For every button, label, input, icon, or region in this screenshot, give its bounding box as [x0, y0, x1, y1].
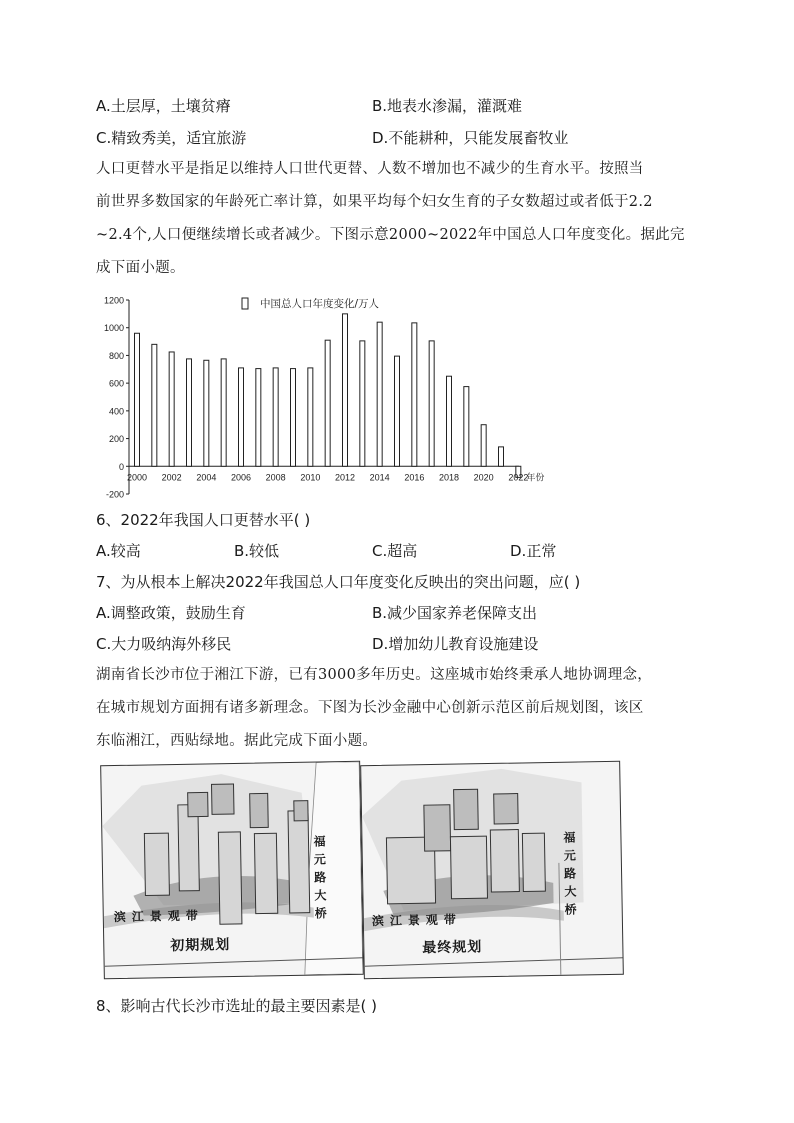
- bar: [221, 359, 226, 466]
- x-tick-label: 2006: [230, 472, 252, 483]
- x-tick-label: 2018: [438, 472, 460, 483]
- bar: [447, 376, 452, 466]
- passage1-line1: 人口更替水平是指足以维持人口世代更替、人数不增加也不减少的生育水平。按照当: [96, 161, 644, 177]
- y-tick-label: 800: [108, 350, 124, 361]
- q7-option-a: A.调整政策，鼓励生育: [96, 604, 246, 622]
- x-tick-label: 2016: [404, 472, 425, 483]
- q5-option-b: B.地表水渗漏，灌溉难: [372, 97, 523, 115]
- bar: [273, 368, 278, 466]
- initial-plan-caption: 初期规划: [170, 937, 231, 955]
- bar: [412, 323, 417, 466]
- population-change-chart: [96, 290, 556, 502]
- bar: [135, 333, 140, 466]
- y-tick-label: 1200: [103, 295, 124, 306]
- bar: [429, 341, 434, 466]
- q7-option-b: B.减少国家养老保障支出: [372, 604, 538, 622]
- bar: [152, 344, 157, 466]
- legend-swatch: [242, 298, 248, 309]
- bar: [499, 447, 504, 466]
- y-tick-label: -200: [105, 489, 124, 500]
- x-tick-label: 2014: [369, 472, 390, 483]
- initial-river-label: 滨江景观带: [113, 908, 204, 925]
- x-tick-label: 2020: [473, 472, 494, 483]
- bar: [308, 368, 313, 466]
- initial-plan-figure: [100, 761, 364, 980]
- y-tick-label: 1000: [103, 323, 124, 334]
- bar: [325, 340, 330, 466]
- q5-option-d: D.不能耕种，只能发展畜牧业: [372, 129, 569, 147]
- bar: [377, 322, 382, 466]
- bar: [360, 341, 365, 466]
- q6-option-d: D.正常: [510, 542, 557, 560]
- x-tick-label: 2022: [508, 472, 529, 483]
- final-plan-figure: [360, 761, 624, 980]
- q7-option-d: D.增加幼儿教育设施建设: [372, 635, 539, 653]
- q5-option-a: A.土层厚，土壤贫瘠: [96, 97, 231, 115]
- bar: [239, 368, 244, 466]
- passage1-line2: 前世界多数国家的年龄死亡率计算，如果平均每个妇女生育的子女数超过或者低于2.2: [96, 194, 653, 210]
- passage1-line3: ~2.4个,人口便继续增长或者减少。下图示意2000~2022年中国总人口年度变化。据此完: [96, 227, 685, 243]
- q6-option-c: C.超高: [372, 542, 418, 560]
- y-tick-label: 200: [108, 434, 124, 445]
- final-plan-illustration: [361, 762, 623, 978]
- bar: [395, 356, 400, 466]
- x-axis-label: 年份: [526, 473, 545, 484]
- x-tick-label: 2002: [161, 472, 182, 483]
- bar: [204, 360, 209, 466]
- passage2-line1: 湖南省长沙市位于湘江下游，已有3000多年历史。这座城市始终秉承人地协调理念，: [96, 667, 653, 683]
- y-tick-label: 0: [118, 461, 124, 472]
- bar: [187, 359, 192, 466]
- bar: [256, 369, 261, 467]
- bar: [481, 425, 486, 467]
- y-tick-label: 400: [108, 406, 124, 417]
- q5-option-c: C.精致秀美，适宜旅游: [96, 129, 247, 147]
- x-tick-label: 2008: [265, 472, 286, 483]
- q6-option-b: B.较低: [234, 542, 280, 560]
- x-tick-label: 2012: [334, 472, 356, 483]
- bar: [169, 352, 174, 466]
- x-tick-label: 2004: [196, 472, 217, 483]
- q8-stem: 8、影响古代长沙市选址的最主要因素是( ): [96, 997, 378, 1015]
- final-road-label: 福元路大桥: [563, 830, 577, 917]
- bar: [464, 387, 469, 467]
- q7-option-c: C.大力吸纳海外移民: [96, 635, 232, 653]
- initial-road-label: 福元路大桥: [313, 834, 327, 921]
- q6-stem: 6、2022年我国人口更替水平( ): [96, 511, 311, 529]
- final-river-label: 滨江景观带: [371, 912, 462, 929]
- passage1-line4: 成下面小题。: [96, 260, 185, 276]
- bar: [291, 369, 296, 467]
- legend-label: 中国总人口年度变化/万人: [260, 298, 380, 310]
- x-tick-label: 2010: [300, 472, 321, 483]
- q7-stem: 7、为从根本上解决2022年我国总人口年度变化反映出的突出问题，应( ): [96, 573, 581, 591]
- bar: [343, 314, 348, 466]
- passage2-line2: 在城市规划方面拥有诸多新理念。下图为长沙金融中心创新示范区前后规划图，该区: [96, 700, 644, 716]
- passage2-line3: 东临湘江，西贴绿地。据此完成下面小题。: [96, 733, 378, 749]
- x-tick-label: 2000: [126, 472, 148, 483]
- y-tick-label: 600: [108, 378, 124, 389]
- final-plan-caption: 最终规划: [422, 939, 483, 957]
- q6-option-a: A.较高: [96, 542, 141, 560]
